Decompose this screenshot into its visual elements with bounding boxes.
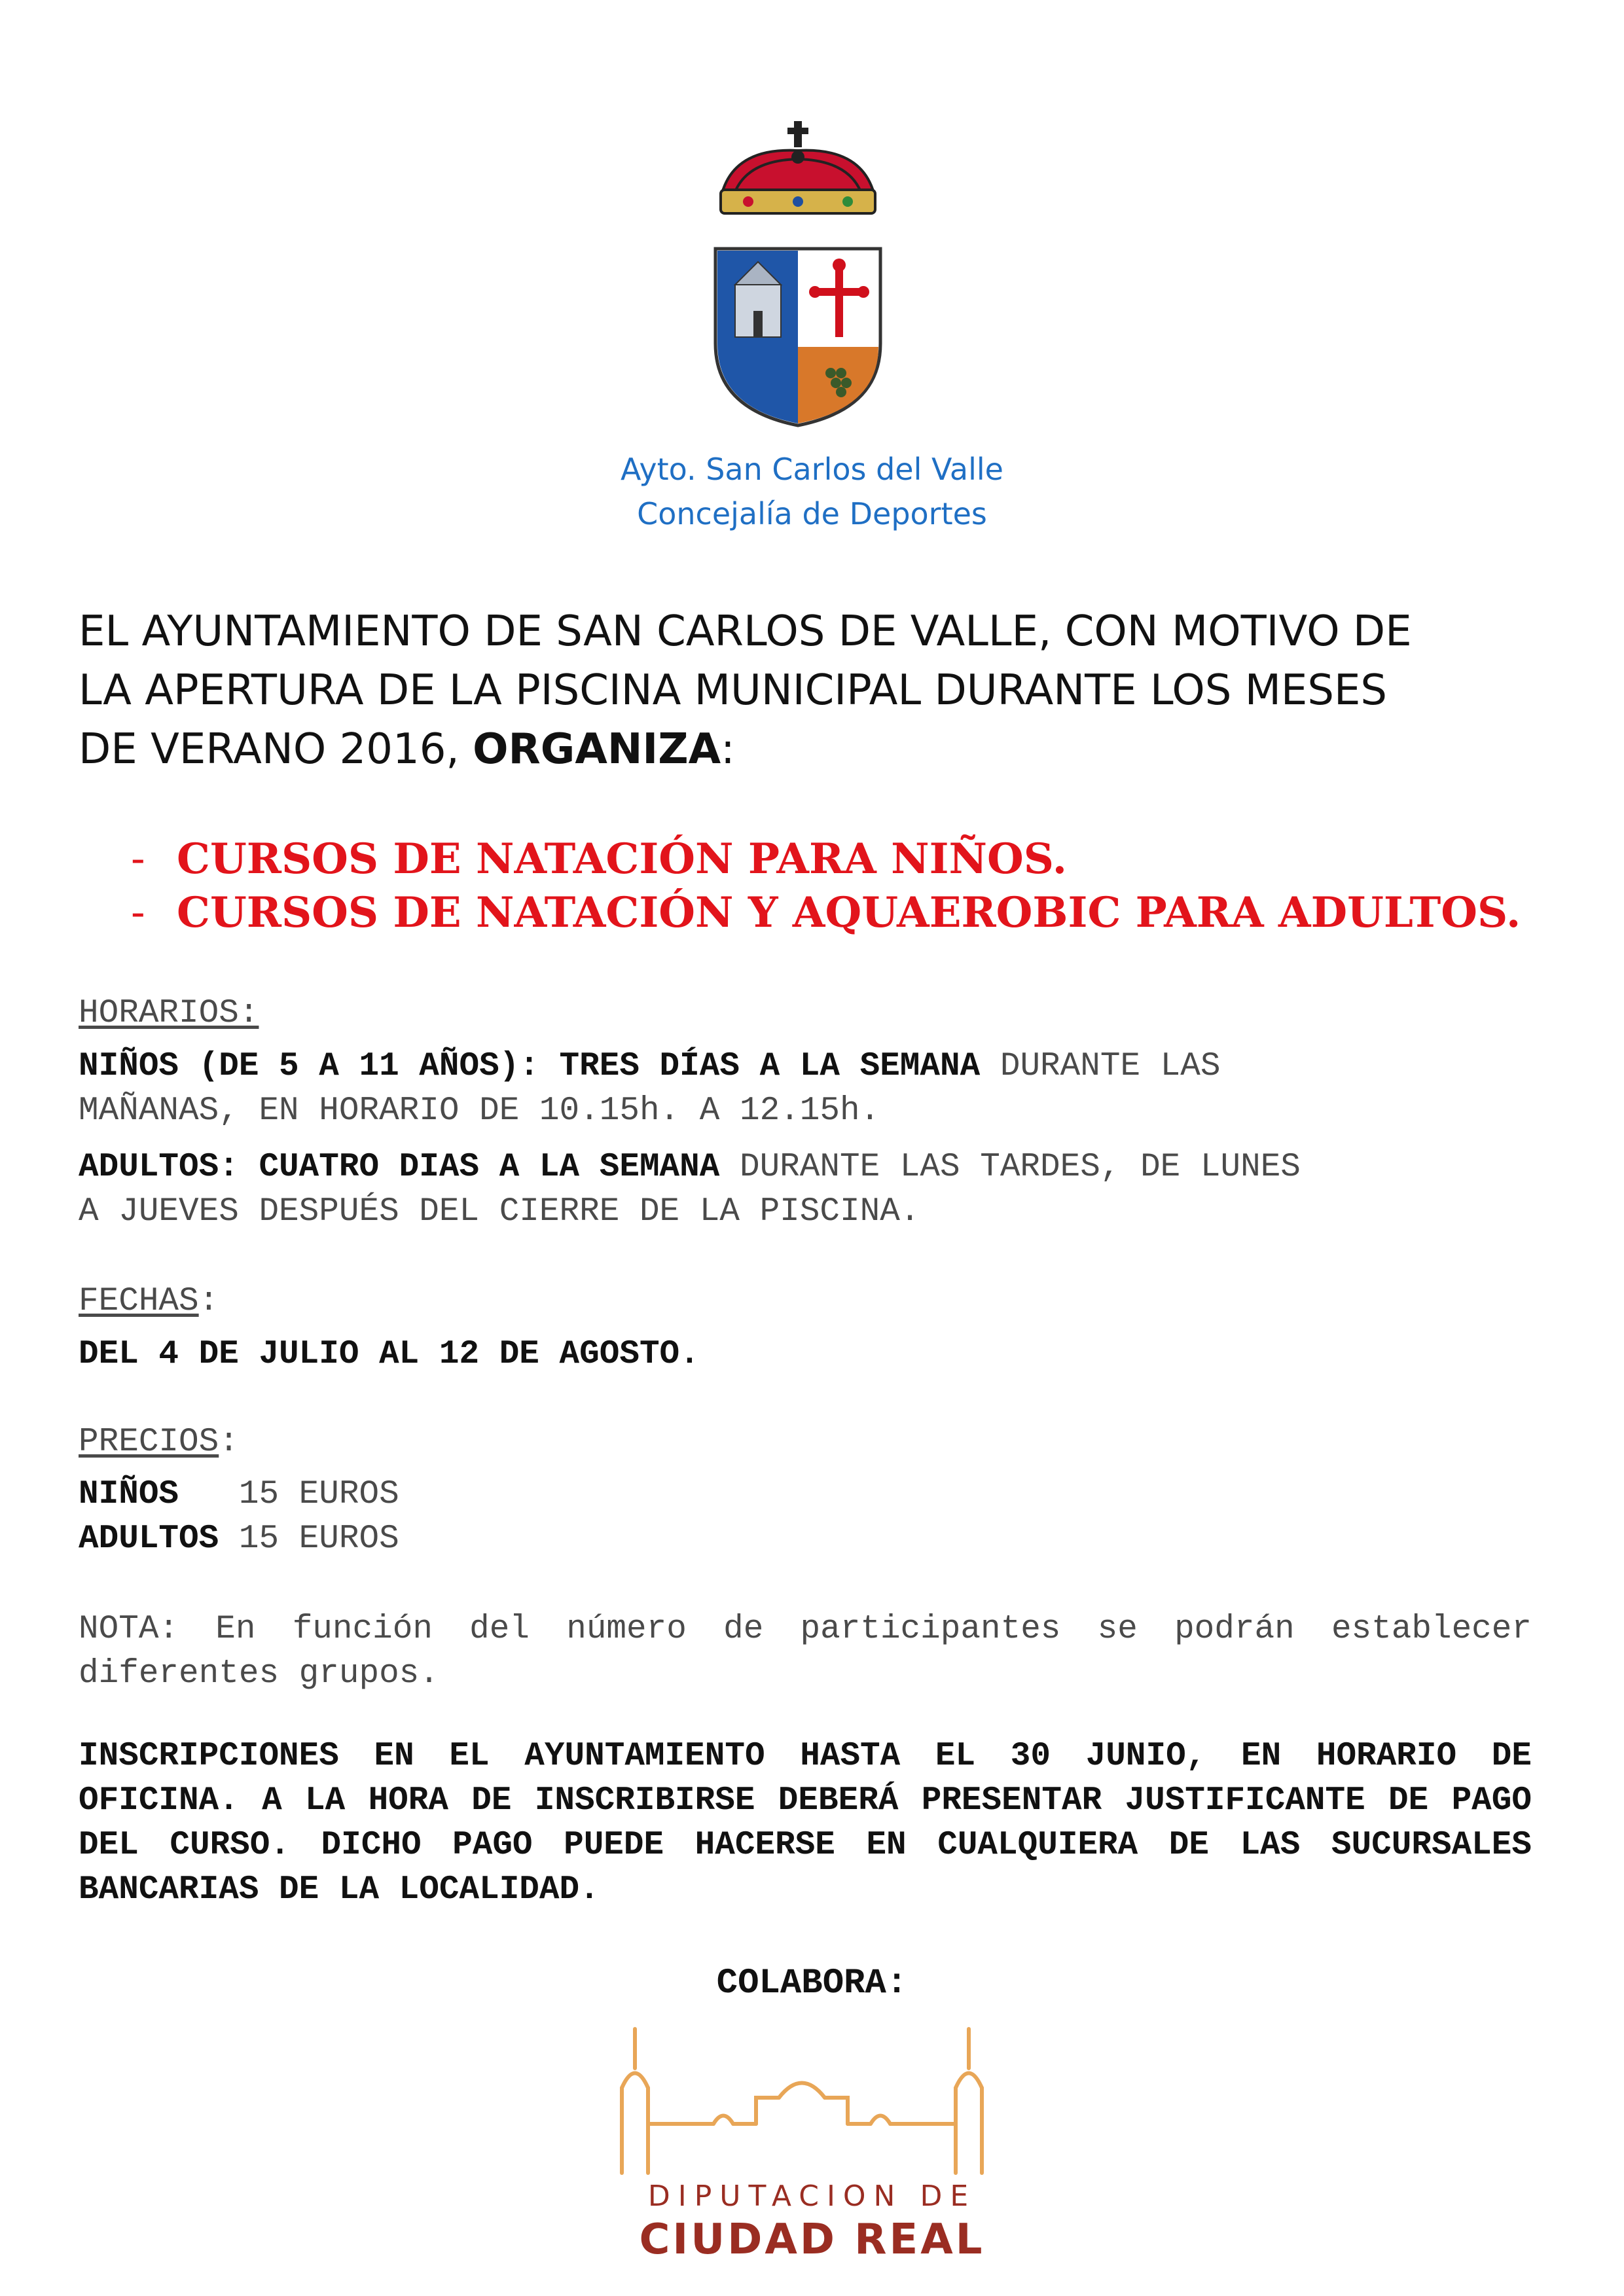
nota-paragraph: NOTA: En función del número de participantes se podrán establecer diferentes grupos.	[79, 1611, 1532, 1693]
diputacion-logo-building-icon	[609, 2009, 995, 2179]
fechas-value: DEL 4 DE JULIO AL 12 DE AGOSTO.	[79, 1336, 700, 1373]
logo-text-ciudad-real: CIUDAD REAL	[639, 2215, 985, 2264]
horarios-adultos-line-1	[79, 1145, 1532, 1190]
horarios-ninos	[79, 1045, 1532, 1134]
price-row-adultos	[79, 1517, 399, 1562]
horarios-adultos-line-2: A JUEVES DESPUÉS DEL CIERRE DE LA PISCINA.	[79, 1193, 920, 1230]
municipal-crest-logo	[696, 121, 900, 429]
price-label: NIÑOS	[79, 1476, 179, 1513]
intro-line-3	[79, 720, 1532, 779]
intro-line-3-prefix: DE VERANO 2016,	[79, 725, 473, 774]
precios-heading: PRECIOS:	[79, 1424, 239, 1461]
intro-organiza: ORGANIZA	[473, 725, 721, 774]
horarios-ninos-bold: NIÑOS (DE 5 A 11 AÑOS): TRES DÍAS A LA SEMANA	[79, 1048, 981, 1085]
course-dash: -	[131, 834, 145, 883]
horarios-adultos	[79, 1145, 1532, 1234]
inscripciones-paragraph: INSCRIPCIONES EN EL AYUNTAMIENTO HASTA EL 30 JUNIO, EN HORARIO DE OFICINA. A LA HORA DE INSCRIBIRSE DEBERÁ PRESENTAR JUSTIFICANTE DE PAGO DEL CURSO. DICHO PAGO PUEDE HACERSE EN CUALQUIERA DE LAS SUCURSALES BANCARIAS DE LA LOCALIDAD.	[79, 1738, 1532, 1909]
horarios-heading: HORARIOS:	[79, 995, 259, 1032]
horarios-adultos-bold: ADULTOS: CUATRO DIAS A LA SEMANA	[79, 1149, 720, 1186]
horarios-ninos-line-2: MAÑANAS, EN HORARIO DE 10.15h. A 12.15h.	[79, 1092, 880, 1130]
fechas-heading: FECHAS:	[79, 1283, 219, 1320]
horarios-ninos-line-1	[79, 1045, 1532, 1089]
course-text: CURSOS DE NATACIÓN PARA NIÑOS.	[177, 834, 1067, 884]
course-dash: -	[131, 888, 145, 937]
horarios-adultos-rest-1: DURANTE LAS TARDES, DE LUNES	[719, 1149, 1301, 1186]
org-department: Concejalía de Deportes	[637, 496, 987, 531]
horarios-ninos-rest-1: DURANTE LAS	[980, 1048, 1221, 1085]
intro-line-2: LA APERTURA DE LA PISCINA MUNICIPAL DURANTE LOS MESES	[79, 666, 1388, 715]
intro-colon: :	[721, 725, 735, 774]
price-label: ADULTOS	[79, 1520, 219, 1558]
price-value: 15 EUROS	[238, 1476, 399, 1513]
price-row-ninos	[79, 1473, 399, 1517]
intro-line-1: EL AYUNTAMIENTO DE SAN CARLOS DE VALLE, CON MOTIVO DE	[79, 607, 1412, 656]
intro-paragraph	[79, 602, 1532, 779]
course-item-adults	[131, 888, 1571, 941]
course-item-children	[131, 834, 1571, 887]
price-value: 15 EUROS	[238, 1520, 399, 1558]
colabora-label: COLABORA:	[716, 1964, 908, 2003]
course-text: CURSOS DE NATACIÓN Y AQUAEROBIC PARA ADULTOS.	[177, 888, 1521, 937]
logo-text-diputacion: DIPUTACION DE	[647, 2179, 977, 2213]
org-name: Ayto. San Carlos del Valle	[621, 452, 1003, 487]
